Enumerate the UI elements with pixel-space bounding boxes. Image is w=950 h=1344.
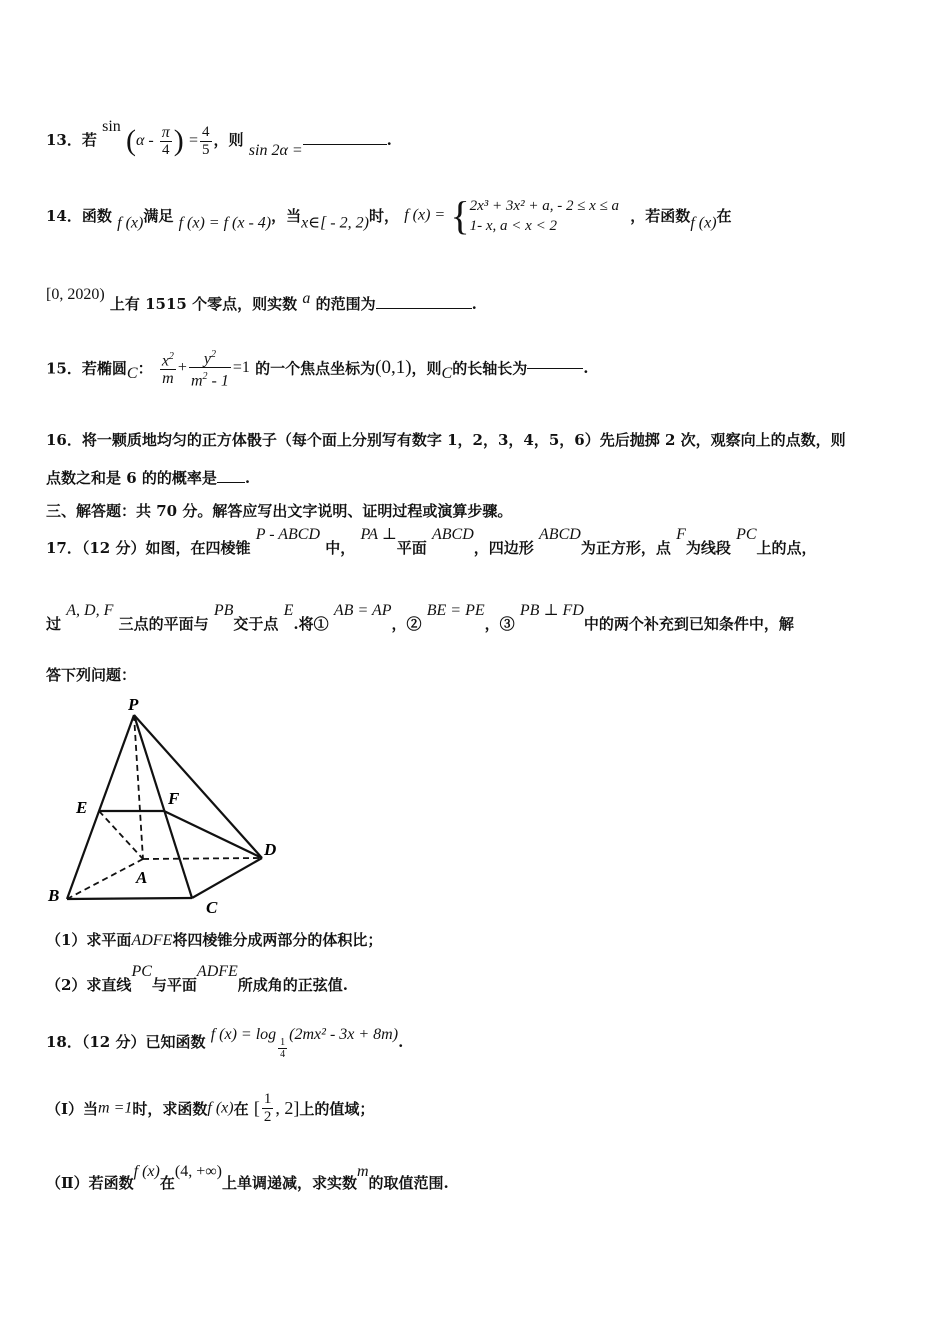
question-18-part2: （Ⅱ）若函数f (x)在(4, +∞)上单调递减，求实数m的取值范围.: [46, 1163, 449, 1192]
q15-number: 15．: [46, 359, 82, 378]
q13-arg: α -: [136, 132, 158, 149]
q13-value-frac: $\frac{4}{5}$: [202, 123, 210, 158]
label-a: A: [136, 868, 148, 887]
q18-log-base: $\frac{1}{4}$: [280, 1037, 286, 1060]
question-17-line1: 17．（12 分）如图，在四棱锥 P - ABCD 中， PA ⊥平面 ABCD，四边形 ABCD为正方形，点 F为线段 PC上的点，: [46, 526, 817, 557]
q18-half-frac: $\frac{1}{2}$: [263, 1091, 272, 1125]
question-18-part1: （Ⅰ）当m =1时，求函数f (x)在 [ $\frac{1}{2}$ , 2]上的值域；: [46, 1091, 375, 1125]
q15-answer-blank: [527, 366, 583, 369]
label-c: C: [206, 898, 218, 917]
question-18: 18．（12 分）已知函数 f (x) = log $\frac{1}{4}$ (2mx² - 3x + 8m).: [46, 1026, 404, 1060]
question-17-line3: 答下列问题：: [46, 666, 137, 684]
q15-focus: (0,1): [375, 356, 412, 378]
q14-piecewise: 2x³ + 3x² + a, - 2 ≤ x ≤ a 1- x, a < x < 2: [469, 197, 620, 234]
edge-fd: [164, 811, 262, 858]
q14-interval: [0, 2020): [46, 286, 105, 303]
question-17-sub2: （2）求直线PC与平面ADFE所成角的正弦值.: [46, 963, 349, 994]
q14-fx-def: f (x) =: [404, 206, 446, 224]
edge-ad: [143, 858, 262, 859]
label-d: D: [264, 840, 277, 859]
label-b: B: [48, 886, 60, 905]
question-17-sub1: （1）求平面ADFE将四棱锥分成两部分的体积比；: [46, 931, 383, 949]
question-16-line2: 点数之和是 6 的的概率是 .: [46, 469, 251, 487]
q13-answer-blank: [303, 142, 387, 145]
edge-bc: [67, 898, 192, 899]
label-p: P: [128, 695, 139, 714]
q15-x-frac: $\frac{x^2}{m}$: [161, 351, 174, 388]
q14-domain: x∈[ - 2, 2): [301, 214, 369, 232]
edge-pd: [134, 715, 262, 858]
q15-y-frac: $\frac{y^2}{m^2 - 1}$: [190, 349, 229, 390]
q14-fx: f (x): [117, 214, 144, 232]
question-14: 14．函数 f (x)满足 f (x) = f (x - 4)，当x∈[ - 2, 2)时， f (x) = { 2x³ + 3x² + a, - 2 ≤ x ≤ a 1- x, a < x < 2 ，若函数f (x)在: [46, 193, 732, 238]
q13-pi-frac: $\frac{\pi}{4}$: [161, 123, 170, 158]
edge-cd: [192, 858, 262, 898]
q13-sin: sin: [102, 118, 121, 135]
q13-pre: 若: [81, 131, 97, 149]
question-14-cont: [0, 2020) 上有 1515 个零点，则实数 a 的范围为 .: [46, 286, 477, 313]
q13-eq: =: [189, 132, 199, 149]
q14-a: a: [302, 290, 311, 307]
q14-answer-blank: [376, 306, 472, 309]
question-13: 13．若 sin (α - $\frac{\pi}{4}$ ) = $\frac{4}{5}$ ，则 sin 2α =.: [46, 118, 392, 159]
question-15: 15．若椭圆C： $\frac{x^2}{m}$ + $\frac{y^2}{m^2 - 1}$ =1 的一个焦点坐标为(0,1)，则C的长轴长为 .: [46, 346, 588, 390]
q16-answer-blank: [217, 480, 245, 483]
pyramid-figure: [40, 695, 290, 920]
question-17-line2: 过 A, D, F 三点的平面与 PB交于点 E.将① AB = AP，② BE = PE，③ PB ⊥ FD中的两个补充到已知条件中，解: [46, 602, 794, 633]
q14-number: 14．: [46, 207, 82, 225]
question-16-line1: 16．将一颗质地均匀的正方体骰子（每个面上分别写有数字 1，2，3，4，5，6）先后抛掷 2 次，观察向上的点数，则: [46, 431, 846, 449]
label-e: E: [76, 798, 88, 817]
q13-target: sin 2α =: [248, 142, 303, 159]
label-f: F: [168, 789, 180, 808]
edge-ea: [99, 811, 143, 859]
q14-periodic-eq: f (x) = f (x - 4): [178, 214, 272, 232]
q13-mid: ，则: [213, 131, 244, 149]
section-3-heading: 三、解答题：共 70 分。解答应写出文字说明、证明过程或演算步骤。: [46, 502, 513, 520]
q14-fx2: f (x): [690, 214, 717, 232]
q13-number: 13．: [46, 131, 82, 149]
